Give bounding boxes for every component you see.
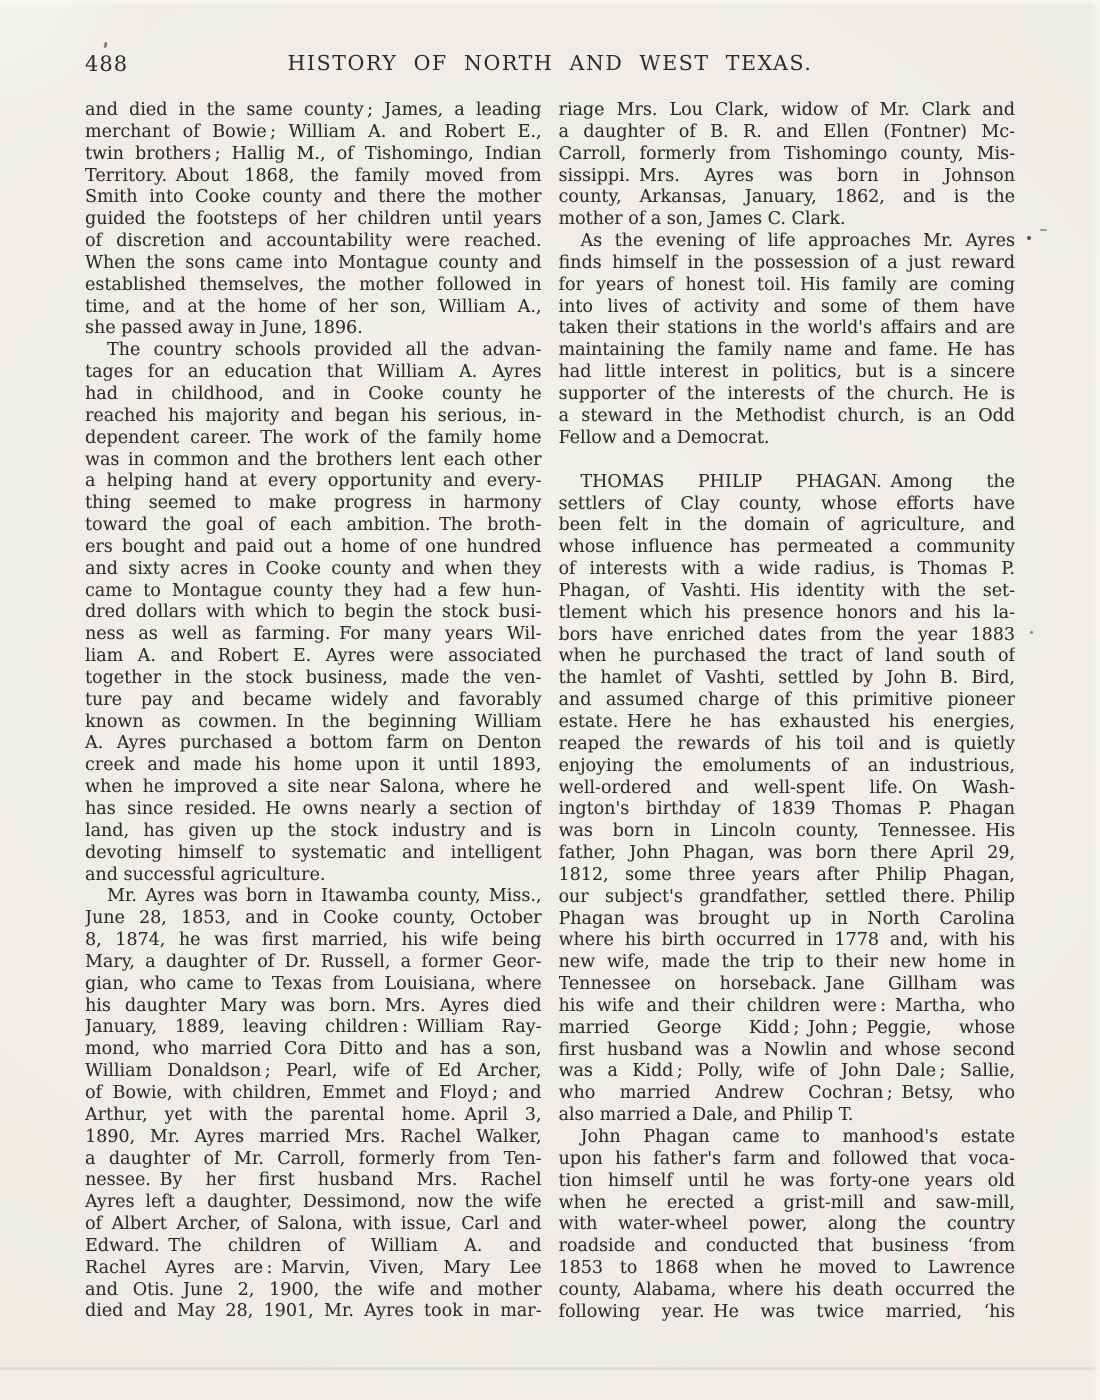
text-line: of Albert Archer, of Salona, with issue, Carl and	[85, 1214, 542, 1235]
text-line: The country schools provided all the advan-	[107, 340, 542, 361]
text-line: ness as well as farming. For many years Wil-	[85, 624, 542, 645]
text-line: came to Montague county they had a few hun-	[85, 580, 542, 601]
text-line: new wife, made the trip to their new home in	[558, 952, 1015, 973]
text-line: twin brothers ; Hallig M., of Tishomingo, Indian	[85, 143, 542, 164]
text-line: tages for an education that William A. Ayres	[85, 362, 542, 383]
text-line: liam A. and Robert E. Ayres were associated	[85, 646, 542, 667]
text-line: ers bought and paid out a home of one hundred	[85, 536, 542, 557]
text-line: Territory. About 1868, the family moved from	[85, 165, 542, 186]
text-line: well-ordered and well-spent life. On Wash-	[558, 777, 1015, 798]
text-line: 8, 1874, he was first married, his wife being	[85, 930, 542, 951]
text-line: THOMAS PHILIP PHAGAN. Among the	[580, 471, 1015, 492]
text-line: established themselves, the mother followed in	[85, 274, 542, 295]
text-line: father, John Phagan, was born there April 29,	[558, 843, 1015, 864]
text-line: finds himself in the possession of a just reward	[558, 252, 1015, 273]
text-line: a steward in the Methodist church, is an Odd	[558, 405, 1015, 426]
page-margin-bottom	[0, 1371, 1100, 1400]
text-line: riage Mrs. Lou Clark, widow of Mr. Clark and	[558, 100, 1015, 120]
text-line: Mr. Ayres was born in Itawamba county, Miss.,	[107, 886, 542, 907]
text-line: John Phagan came to manhood's estate	[580, 1127, 1015, 1147]
text-line: January, 1889, leaving children : William Ray-	[85, 1017, 542, 1038]
text-line: and successful agriculture.	[85, 864, 326, 885]
text-line: guided the footsteps of her children until years	[85, 209, 542, 230]
scan-speck	[1040, 229, 1047, 231]
text-line: of Bowie, with children, Emmet and Floyd ; and	[85, 1082, 542, 1103]
text-line: whose influence has permeated a community	[558, 537, 1015, 558]
text-line: supporter of the interests of the church. He is	[558, 383, 1015, 404]
text-line: dependent career. The work of the family home	[85, 427, 542, 448]
text-line: has since resided. He owns nearly a section of	[85, 799, 542, 819]
left-column	[85, 100, 542, 1324]
text-line: a daughter of B. R. and Ellen (Fontner) Mc-	[558, 121, 1015, 142]
text-line: the hamlet of Vashti, settled by John B. Bird,	[558, 668, 1015, 689]
text-line: June 28, 1853, and in Cooke county, October	[85, 908, 542, 929]
text-line: time, and at the home of her son, William A.,	[85, 296, 542, 317]
text-line: his daughter Mary was born. Mrs. Ayres died	[85, 995, 542, 1016]
text-line: devoting himself to systematic and intelligent	[85, 842, 542, 863]
text-line: where his birth occurred in 1778 and, with his	[558, 930, 1015, 951]
text-line: with water-wheel power, along the country	[558, 1214, 1015, 1235]
text-line: she passed away in June, 1896.	[85, 318, 363, 339]
text-line: When the sons came into Montague county and	[85, 252, 542, 273]
text-line: Phagan was brought up in North Carolina	[558, 908, 1015, 929]
text-line: known as cowmen. In the beginning William	[85, 711, 542, 732]
text-line: reached his majority and began his serious, in-	[85, 405, 542, 426]
text-line: dred dollars with which to begin the stock busi-	[85, 602, 542, 623]
text-line: bors have enriched dates from the year 1883	[558, 624, 1015, 645]
text-line: A. Ayres purchased a bottom farm on Denton	[85, 733, 542, 754]
text-line: a helping hand at every opportunity and every-	[85, 471, 542, 492]
text-line: 1890, Mr. Ayres married Mrs. Rachel Walker,	[85, 1126, 542, 1147]
text-line: mond, who married Cora Ditto and has a son,	[85, 1039, 542, 1060]
text-line: of discretion and accountability were reached.	[85, 231, 542, 252]
text-line: Fellow and a Democrat.	[558, 427, 770, 448]
text-line: gian, who came to Texas from Louisiana, where	[85, 973, 542, 994]
right-column	[559, 100, 1016, 1324]
text-line: settlers of Clay county, whose efforts have	[558, 493, 1015, 514]
text-line: Ayres left a daughter, Dessimond, now the wife	[85, 1192, 542, 1213]
text-line: 1853 to 1868 when he moved to Lawrence	[558, 1258, 1015, 1279]
text-line: married George Kidd ; John ; Peggie, whose	[558, 1017, 1015, 1038]
text-line: Phagan, of Vashti. His identity with the set-	[558, 580, 1015, 601]
text-line: merchant of Bowie ; William A. and Robert E.,	[85, 121, 542, 142]
scan-speck	[1030, 631, 1033, 634]
text-line: also married a Dale, and Philip T.	[558, 1105, 854, 1126]
text-line: was in common and the brothers lent each other	[85, 449, 542, 470]
text-line: of interests with a wide radius, is Thomas P.	[558, 559, 1015, 580]
running-title: HISTORY OF NORTH AND WEST TEXAS.	[287, 51, 813, 75]
text-line: taken their stations in the world's affairs and are	[558, 318, 1015, 339]
text-line: Carroll, formerly from Tishomingo county, Mis-	[558, 143, 1015, 164]
text-line: tion himself until he was forty-one years old	[558, 1170, 1015, 1191]
text-line: had little interest in politics, but is a sincere	[558, 362, 1015, 383]
text-line: first husband was a Nowlin and whose second	[558, 1039, 1015, 1060]
text-line: for years of honest toil. His family are coming	[558, 274, 1015, 295]
text-line: a daughter of Mr. Carroll, formerly from Ten-	[85, 1148, 542, 1169]
text-line: was a Kidd ; Polly, wife of John Dale ; Sallie,	[558, 1061, 1015, 1082]
text-line: toward the goal of each ambition. The broth-	[85, 515, 542, 536]
text-line: Arthur, yet with the parental home. April 3,	[85, 1104, 542, 1125]
text-line: maintaining the family name and fame. He has	[558, 340, 1015, 361]
text-line: mother of a son, James C. Clark.	[558, 209, 846, 230]
text-line: our subject's grandfather, settled there. Philip	[558, 886, 1015, 907]
text-line: estate. Here he has exhausted his energies,	[558, 711, 1015, 732]
text-line: upon his father's farm and followed that voca-	[558, 1148, 1015, 1169]
page-number: 488	[85, 52, 129, 76]
text-line: was born in Lincoln county, Tennessee. His	[558, 821, 1015, 842]
text-line: ture pay and became widely and favorably	[85, 689, 542, 710]
text-line: nessee. By her first husband Mrs. Rachel	[85, 1170, 542, 1191]
text-line: tlement which his presence honors and his la-	[558, 602, 1015, 623]
scan-speck	[103, 42, 107, 48]
text-line: into lives of activity and some of them have	[558, 296, 1015, 317]
text-line: creek and made his home upon it until 1893,	[85, 755, 542, 776]
text-line: his wife and their children were : Martha, who	[558, 995, 1015, 1016]
text-line: thing seemed to make progress in harmony	[85, 493, 542, 514]
text-line: enjoying the emoluments of an industrious,	[558, 755, 1015, 776]
text-line: and sixty acres in Cooke county and when they	[85, 558, 542, 579]
text-line: Smith into Cooke county and there the mother	[85, 187, 542, 208]
text-line: county, Arkansas, January, 1862, and is the	[558, 187, 1015, 208]
text-line: county, Alabama, where his death occurred the	[558, 1279, 1015, 1300]
text-line: reaped the rewards of his toil and is quietly	[558, 733, 1015, 754]
text-line: roadside and conducted that business ‘from	[558, 1236, 1015, 1257]
scan-speck	[1027, 236, 1031, 240]
text-line: when he purchased the tract of land south of	[558, 646, 1015, 667]
text-line: Mary, a daughter of Dr. Russell, a former Geor-	[85, 951, 542, 972]
text-columns	[85, 100, 1015, 1324]
text-line: ington's birthday of 1839 Thomas P. Phagan	[558, 799, 1015, 820]
text-line: William Donaldson ; Pearl, wife of Ed Archer,	[85, 1061, 542, 1082]
text-line: As the evening of life approaches Mr. Ayres	[580, 231, 1015, 252]
text-line: Tennessee on horseback. Jane Gillham was	[558, 974, 1015, 995]
text-line: Edward. The children of William A. and	[85, 1235, 542, 1256]
text-line: died and May 28, 1901, Mr. Ayres took in mar-	[85, 1301, 542, 1322]
text-line: had in childhood, and in Cooke county he	[85, 383, 542, 404]
text-line: Rachel Ayres are : Marvin, Viven, Mary Lee	[85, 1257, 542, 1278]
text-line: sissippi. Mrs. Ayres was born in Johnson	[558, 165, 1015, 186]
text-line: land, has given up the stock industry and is	[85, 820, 542, 841]
text-line: who married Andrew Cochran ; Betsy, who	[558, 1083, 1015, 1104]
text-line: following year. He was twice married, ‘his	[558, 1301, 1015, 1322]
text-line: been felt in the domain of agriculture, and	[558, 515, 1015, 536]
text-line: when he improved a site near Salona, where he	[85, 777, 542, 798]
text-line: and Otis. June 2, 1900, the wife and mother	[85, 1279, 542, 1300]
page-header	[0, 51, 1100, 81]
text-line: together in the stock business, made the ven-	[85, 667, 542, 688]
text-line: and died in the same county ; James, a leading	[85, 100, 542, 120]
text-line: and assumed charge of this primitive pioneer	[558, 690, 1015, 711]
text-line: 1812, some three years after Philip Phagan,	[558, 864, 1015, 885]
text-line: when he erected a grist-mill and saw-mill,	[558, 1192, 1015, 1213]
